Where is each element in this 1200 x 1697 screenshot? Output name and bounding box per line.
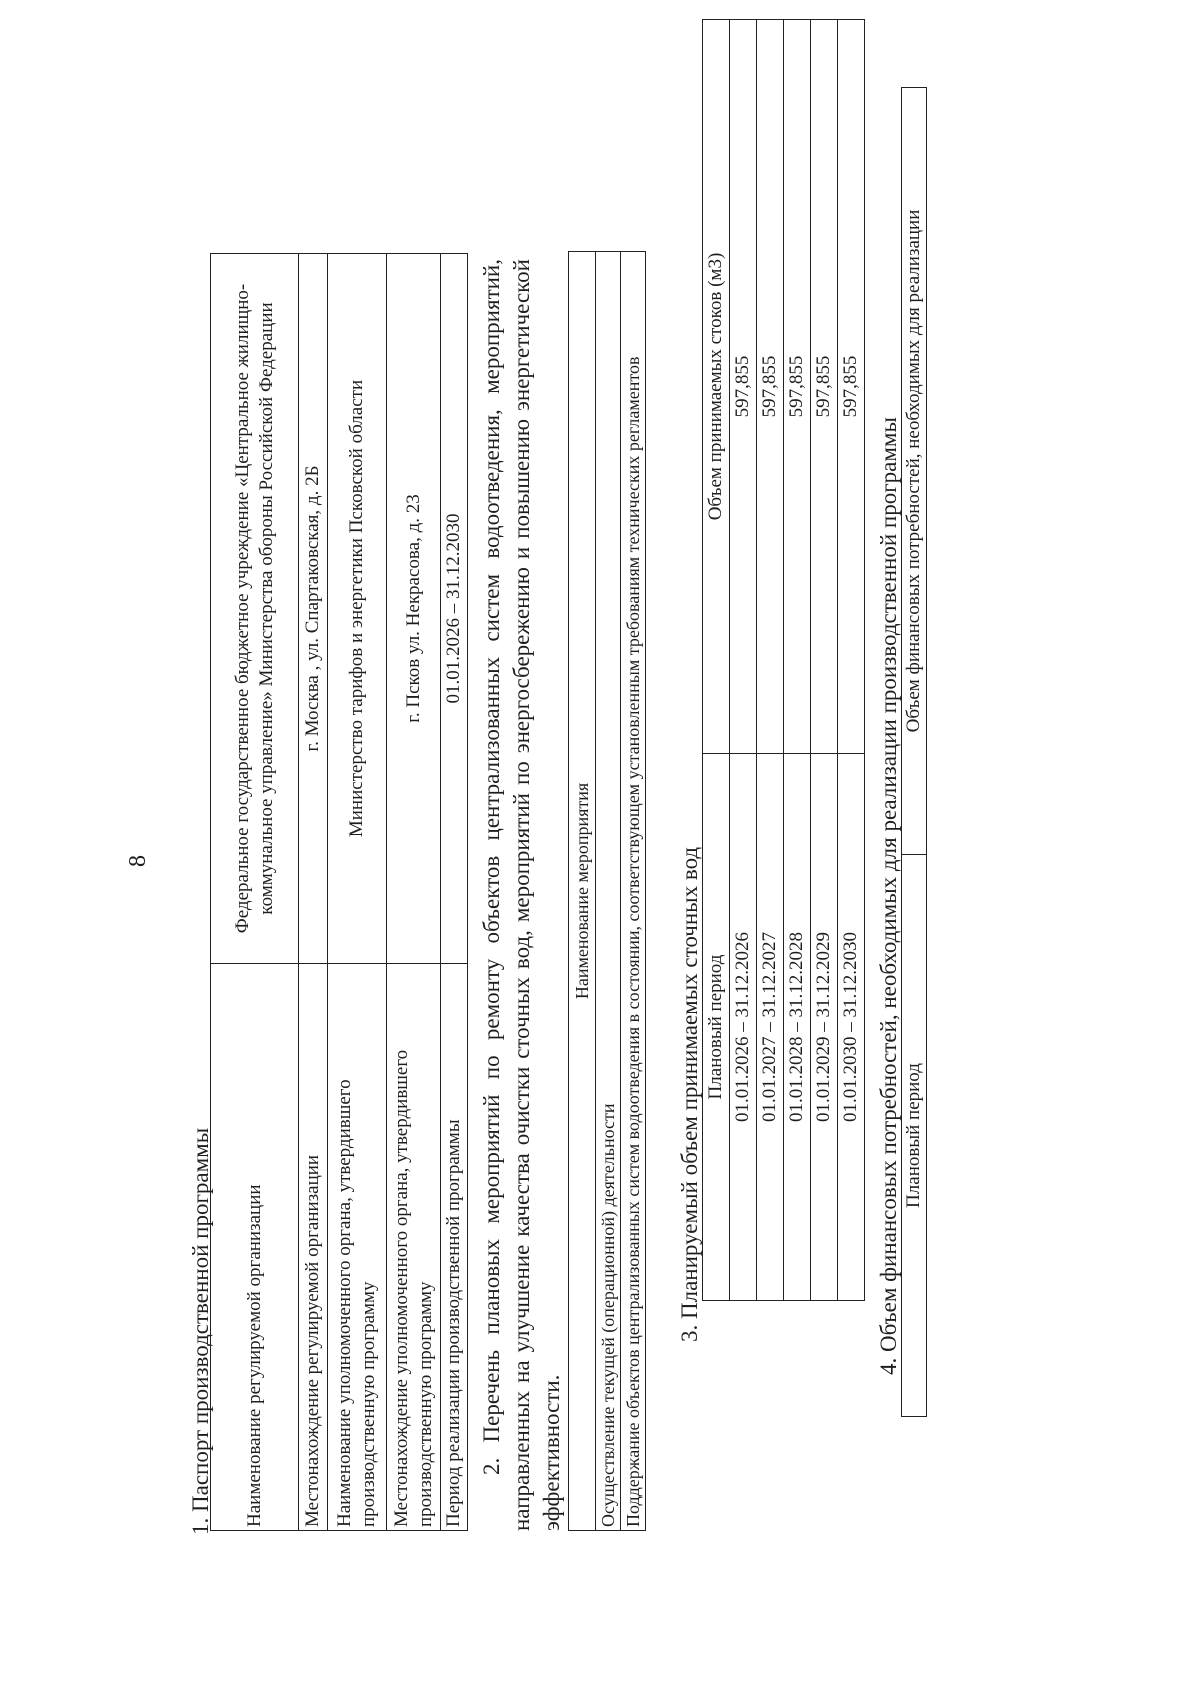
section2-title: 2. Перечень плановых мероприятий по ремонту объектов централизованных систем водоотведения, мероприятий, направленных на улучшение качества очистки сточных вод, мероприятий по энергосбережению и повышению энергетической эффективности. — [479, 259, 564, 1531]
event-cell: Поддержание объектов централизованных систем водоотведения в состоянии, соответствующем установленным требованиям технических регламентов — [621, 252, 646, 1531]
passport-value: г. Псков ул. Некрасова, д. 23 — [387, 254, 441, 964]
table-row — [757, 20, 784, 1301]
table-row — [621, 252, 646, 1531]
section1-title: 1. Паспорт производственной программы — [188, 1127, 213, 1535]
volume-cell: 597,855 — [811, 20, 838, 754]
events-table — [568, 251, 646, 1531]
table-row — [299, 254, 328, 1531]
table-row — [784, 20, 811, 1301]
passport-label: Местонахождение регулируемой организации — [299, 964, 328, 1531]
period-cell: 01.01.2026 – 31.12.2026 — [730, 754, 757, 1301]
column-header: Плановый период — [703, 754, 730, 1301]
passport-label: Местонахождение уполномоченного органа, утвердившего производственную программу — [387, 964, 441, 1531]
event-cell: Осуществление текущей (операционной) деятельности — [596, 252, 621, 1531]
column-header: Плановый период — [902, 855, 927, 1417]
volume-cell: 597,855 — [757, 20, 784, 754]
passport-value: Федеральное государственное бюджетное учреждение «Центральное жилищно-коммунальное управление» Министерства обороны Российской Федерации — [211, 254, 299, 964]
passport-table — [210, 253, 468, 1531]
column-header: Объем финансовых потребностей, необходимых для реализации — [902, 88, 927, 855]
table-row — [811, 20, 838, 1301]
passport-value: Министерство тарифов и энергетики Псковской области — [328, 254, 387, 964]
table-row — [838, 20, 865, 1301]
table-row — [387, 254, 441, 1531]
volume-cell: 597,855 — [730, 20, 757, 754]
table-header-row — [703, 20, 730, 1301]
table-row — [596, 252, 621, 1531]
table-header-row — [902, 88, 927, 1417]
column-header: Объем принимаемых стоков (м3) — [703, 20, 730, 754]
page-number: 8 — [125, 855, 151, 867]
volume-cell: 597,855 — [838, 20, 865, 754]
section3-title: 3. Планируемый объем принимаемых сточных вод — [677, 846, 702, 1342]
period-cell: 01.01.2029 – 31.12.2029 — [811, 754, 838, 1301]
finance-table — [901, 87, 927, 1417]
period-cell: 01.01.2027 – 31.12.2027 — [757, 754, 784, 1301]
passport-label: Наименование уполномоченного органа, утвердившего производственную программу — [328, 964, 387, 1531]
passport-value: г. Москва , ул. Спартаковская, д. 2Б — [299, 254, 328, 964]
passport-value: 01.01.2026 – 31.12.2030 — [441, 254, 468, 964]
table-row — [441, 254, 468, 1531]
period-cell: 01.01.2028 – 31.12.2028 — [784, 754, 811, 1301]
passport-label: Период реализации производственной программы — [441, 964, 468, 1531]
table-row — [211, 254, 299, 1531]
volume-cell: 597,855 — [784, 20, 811, 754]
section4-title: 4. Объем финансовых потребностей, необходимых для реализации производственной программы — [876, 417, 901, 1375]
table-row — [730, 20, 757, 1301]
column-header: Наименование мероприятия — [569, 252, 596, 1531]
volume-table — [702, 19, 865, 1301]
passport-label: Наименование регулируемой организации — [211, 964, 299, 1531]
period-cell: 01.01.2030 – 31.12.2030 — [838, 754, 865, 1301]
table-header-row — [569, 252, 596, 1531]
table-row — [328, 254, 387, 1531]
